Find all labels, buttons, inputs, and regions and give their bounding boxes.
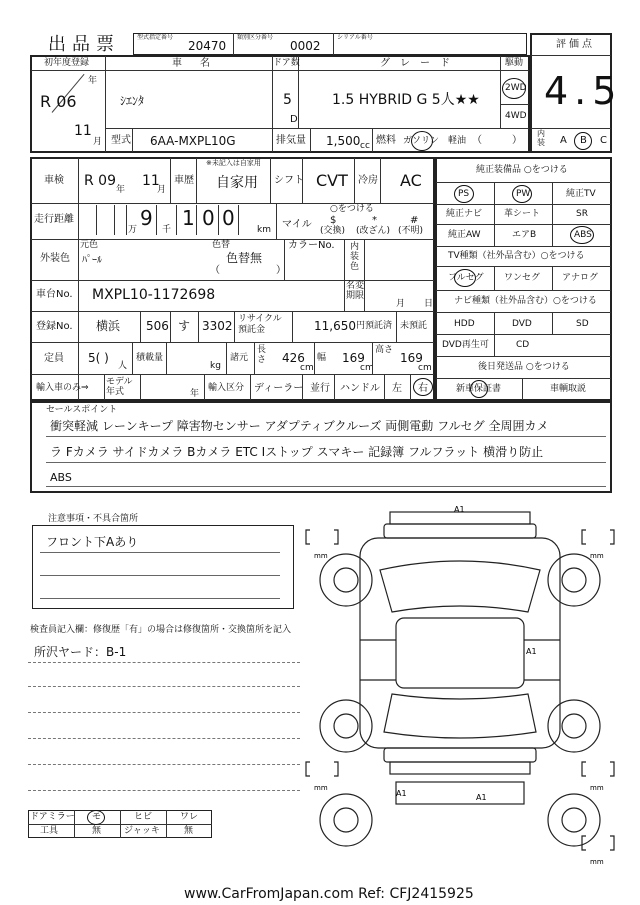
length: 426	[282, 351, 305, 365]
score-value: 4.5	[544, 69, 623, 113]
height: 169	[400, 351, 423, 365]
post-manual: 車輌取説	[550, 384, 587, 394]
door-count: 5	[283, 92, 292, 108]
mm-label-4: mm	[590, 784, 604, 792]
tools-value: 無	[92, 826, 102, 836]
navi-title: ナビ種類（社外品含む）○をつける	[454, 296, 597, 306]
mileage-digit-3: 9	[140, 206, 153, 230]
width: 169	[342, 351, 365, 365]
import-parallel: 並行	[310, 383, 330, 394]
mileage-digit-5: 0	[202, 206, 215, 230]
sales-line-2: ラ Fカメラ サイドカメラ Bカメラ ETC Iストップ スマキー 記録簿 フルフラット 横滑り防止	[50, 445, 544, 459]
equip-pw-circle	[512, 185, 532, 203]
repaint-label: 色替	[212, 240, 231, 250]
dims-label: 諸元	[230, 353, 249, 363]
import-label: 輸入車のみ⇒	[36, 383, 89, 393]
first-reg-era: R 06	[40, 92, 77, 111]
hash: #	[410, 215, 419, 226]
equip-navi: 純正ナビ	[446, 209, 483, 219]
interior-grade-a: A	[560, 135, 567, 146]
interior-grade-circle	[574, 132, 592, 150]
post-warranty: 新車保証書	[456, 384, 502, 394]
repaint-paren-open: （	[210, 265, 220, 276]
footer-reference: www.CarFromJapan.com Ref: CFJ2415925	[184, 886, 474, 902]
recycle-status: 未預託	[400, 321, 428, 331]
height-unit: cm	[418, 363, 432, 373]
first-reg-month: 11	[74, 123, 92, 139]
diagram-mark-front: A1	[454, 505, 465, 514]
mileage-digit-4: 1	[182, 206, 195, 230]
break-label: ワレ	[180, 812, 199, 822]
mirror-value: モ	[92, 812, 102, 822]
fuel-gasoline: ガソリン	[403, 136, 440, 146]
diagram-mark-side: A1	[526, 647, 537, 656]
reg-class: 506	[146, 319, 169, 333]
expiry-day-unit: 日	[424, 299, 434, 309]
drive-label: 駆動	[505, 58, 524, 68]
car-name-label: 車名	[172, 58, 228, 69]
score-label: 評価点	[556, 39, 595, 50]
orig-color-label: 元色	[80, 240, 99, 250]
model-type: 6AA-MXPL10G	[150, 134, 236, 148]
shaken-month: 11	[142, 173, 160, 189]
mm-label-5: mm	[590, 858, 604, 866]
mm-label-1: mm	[314, 552, 328, 560]
color-no-label: カラーNo.	[288, 240, 335, 251]
handle-left: 左	[392, 383, 402, 394]
load-label: 積載量	[136, 353, 164, 363]
tv-title: TV種類（社外品含む）○をつける	[448, 251, 585, 261]
cd-label: CD	[516, 340, 530, 350]
import-dealer: ディーラー	[254, 383, 304, 394]
person-unit: 人	[118, 361, 128, 371]
sen-unit: 千	[162, 225, 172, 235]
dollar: $	[330, 215, 337, 226]
reg-month-unit: 月	[93, 137, 103, 147]
length-unit: cm	[300, 363, 314, 373]
diesel-paren-open: （	[472, 135, 482, 146]
repaint-paren-close: ）	[276, 265, 286, 276]
equip-abs-circle	[570, 226, 594, 244]
shaken-label: 車検	[44, 175, 64, 186]
sales-line-1: 衝突軽減 レーンキープ 障害物センサー アダプティブクルーズ 両側電動 フルセグ 全周囲カメ	[50, 419, 549, 433]
tv-fullseg-circle	[454, 269, 476, 287]
tv-analog: アナログ	[562, 273, 599, 283]
inspector-title: 検査員記入欄：修復歴「有」の場合は修復箇所・交換箇所を記入	[30, 625, 292, 635]
width-unit: cm	[360, 363, 374, 373]
displacement-unit: cc	[360, 141, 370, 151]
class-no: 0002	[290, 39, 321, 53]
shaken-year-unit: 年	[116, 185, 126, 195]
car-damage-diagram	[300, 500, 620, 870]
navi-dvd: DVD	[512, 319, 532, 329]
diagram-mark-under-left: A1	[396, 789, 407, 798]
equip-abs: ABS	[574, 230, 592, 240]
capacity: 5( )	[88, 351, 109, 365]
shaken-month-unit: 月	[157, 185, 167, 195]
interior-grade-label: 内装	[537, 129, 545, 147]
model-year-unit: 年	[190, 389, 200, 399]
reg-number: 3302	[202, 319, 233, 333]
sales-title: セールスポイント	[46, 405, 118, 415]
tv-fullseg: フルセグ	[448, 273, 484, 283]
exchanged-label: (交換)	[320, 226, 346, 236]
model-year-label: モデル年式	[106, 377, 133, 397]
serial-label: シリアル番号	[337, 34, 373, 41]
car-name: ｼｴﾝﾀ	[120, 94, 145, 108]
reg-area: 横浜	[96, 319, 121, 333]
equip-leather: 革シート	[504, 209, 541, 219]
reg-no-label: 登録No.	[36, 321, 73, 332]
interior-grade-c: C	[600, 135, 607, 146]
diesel-paren-close: ）	[512, 135, 522, 146]
fuel-circle	[411, 131, 433, 151]
post-title: 後日発送品 ○をつける	[478, 362, 570, 372]
crack-label: ヒビ	[134, 812, 153, 822]
displacement-label: 排気量	[276, 135, 306, 146]
form-title: 出品票	[48, 34, 120, 55]
reg-kana: す	[178, 319, 191, 333]
altered-label: (改ざん)	[356, 226, 391, 236]
capacity-label: 定員	[44, 353, 64, 364]
model-no: 20470	[188, 39, 227, 53]
equip-ps: PS	[458, 189, 470, 199]
inspector-text: 所沢ヤード：B-1	[34, 645, 127, 659]
drive-2wd: 2WD	[505, 83, 527, 93]
diagram-mark-under-right: A1	[476, 793, 487, 802]
model-no-label: 型式指定番号	[137, 34, 174, 41]
interior-color-label: 内装色	[350, 242, 360, 272]
displacement: 1,500	[326, 134, 361, 148]
kg-unit: kg	[210, 361, 221, 371]
width-label: 幅	[317, 353, 327, 363]
mileage-digit-6: 0	[222, 206, 235, 230]
type-label: 型式	[111, 135, 131, 146]
man-unit: 万	[128, 225, 138, 235]
history: 自家用	[216, 175, 258, 191]
door-type: D	[290, 114, 298, 125]
interior-grade-b: B	[580, 135, 587, 146]
mirror-circle	[87, 810, 105, 825]
notes-text: フロント下Aあり	[46, 535, 139, 549]
recycle-amount: 11,650	[314, 319, 356, 333]
expiry-month-unit: 月	[396, 299, 406, 309]
equip-sr: SR	[576, 209, 588, 219]
tv-oneseg: ワンセグ	[504, 273, 541, 283]
handle-right-circle	[413, 378, 433, 396]
color-label: 外装色	[40, 253, 70, 264]
chassis-no: MXPL10-1172698	[92, 287, 216, 303]
handle-label: ハンドル	[340, 383, 380, 394]
dvd-play-label: DVD再生可	[442, 340, 489, 350]
shift-label: シフト	[274, 175, 304, 186]
equip-tv: 純正TV	[566, 189, 596, 199]
recycle-unit: 円預託済	[356, 321, 393, 331]
star: *	[372, 215, 377, 226]
recycle-label: リサイクル預託金	[238, 314, 282, 335]
chassis-label: 車台No.	[36, 289, 73, 300]
fuel-diesel: 軽油	[448, 136, 467, 146]
doors-label: ドア数	[273, 58, 300, 68]
std-equipment-title: 純正装備品 ○をつける	[476, 165, 568, 175]
ac-label: 冷房	[358, 175, 378, 186]
sales-line-3: ABS	[50, 471, 72, 484]
reg-year-unit: 年	[88, 76, 98, 86]
grade-label: グレード	[380, 58, 460, 69]
shaken-date: R 09	[84, 173, 116, 189]
equip-aw: 純正AW	[448, 230, 481, 240]
km-unit: km	[257, 225, 271, 235]
post-warranty-circle	[470, 380, 488, 398]
mile-label: マイル	[282, 219, 312, 230]
jack-value: 無	[184, 826, 194, 836]
drive-2wd-circle	[502, 78, 526, 99]
jack-label: ジャッキ	[124, 826, 160, 836]
mileage-label: 走行距離	[34, 214, 74, 225]
ac: AC	[400, 171, 422, 190]
import-type-label: 輸入区分	[208, 383, 245, 393]
repaint: 色替無	[226, 251, 263, 265]
mm-label-2: mm	[590, 552, 604, 560]
shift: CVT	[316, 171, 348, 190]
expiry-label: 名変期限	[346, 281, 365, 301]
circle-mark-label: ○をつける	[330, 204, 374, 214]
navi-hdd: HDD	[454, 319, 475, 329]
grade: 1.5 HYBRID G 5人★★	[332, 92, 480, 108]
mirror-label: ドアミラー	[30, 812, 75, 822]
tools-label: 工具	[40, 826, 59, 836]
orig-color: ﾊﾟｰﾙ	[82, 255, 102, 266]
drive-4wd: 4WD	[505, 111, 527, 121]
history-note: ※未記入は自家用	[206, 159, 261, 167]
handle-right: 右	[418, 383, 428, 394]
equip-ps-circle	[454, 185, 474, 203]
equip-airbag: エアB	[512, 230, 537, 240]
height-label: 高さ	[375, 345, 394, 355]
unknown-label: (不明)	[398, 226, 424, 236]
notes-title: 注意事項・不具合箇所	[48, 514, 139, 524]
navi-sd: SD	[576, 319, 589, 329]
length-label: 長さ	[257, 345, 267, 365]
mm-label-3: mm	[314, 784, 328, 792]
class-no-label: 類別区分番号	[237, 34, 274, 41]
equip-pw: PW	[516, 189, 531, 199]
fuel-label: 燃料	[376, 135, 396, 146]
history-label: 車歴	[174, 175, 194, 186]
first-reg-label: 初年度登録	[44, 58, 90, 68]
